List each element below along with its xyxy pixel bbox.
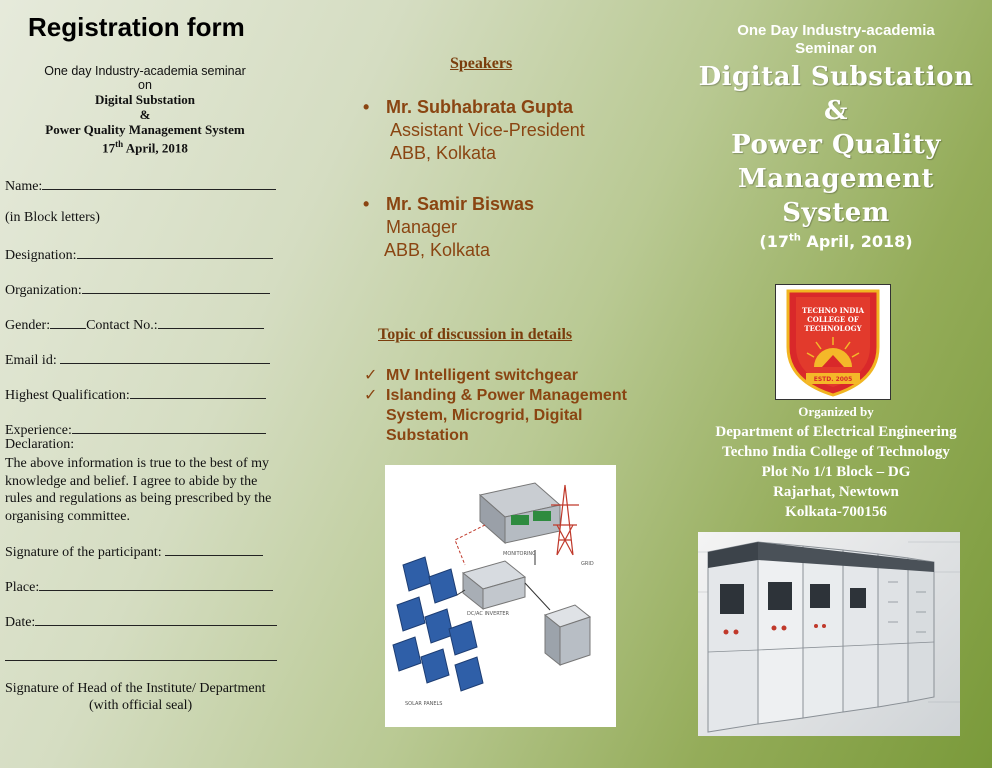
- check-icon: ✓: [364, 387, 378, 404]
- svg-text:ESTD. 2005: ESTD. 2005: [813, 376, 853, 383]
- topics-heading: Topic of discussion in details: [378, 326, 573, 343]
- block-letters-note: (in Block letters): [5, 210, 100, 225]
- organizer-info: Organized by Department of Electrical Engineering Techno India College of Technology Plot No 1/1 Block – DG Rajarhat, Newtown Kolkata-700156: [715, 404, 957, 520]
- svg-text:TECHNO INDIA: TECHNO INDIA: [801, 306, 865, 315]
- registration-panel: [0, 0, 290, 768]
- bullet-icon: •: [363, 97, 370, 117]
- check-icon: ✓: [364, 367, 378, 384]
- organization-field[interactable]: Organization:: [5, 280, 270, 299]
- head-signature-line[interactable]: [5, 647, 277, 666]
- topic-1: ✓ MV Intelligent switchgear: [364, 367, 579, 384]
- speaker-1: • Mr. Subhabrata Gupta Assistant Vice-President ABB, Kolkata: [363, 97, 585, 163]
- experience-field[interactable]: Experience:: [5, 420, 266, 439]
- declaration-title: Declaration:: [5, 437, 75, 452]
- name-field[interactable]: Name:: [5, 176, 276, 195]
- inverter-label: DC/AC INVERTER: [467, 611, 510, 617]
- svg-text:TECHNOLOGY: TECHNOLOGY: [804, 324, 862, 333]
- seminar-date: (17th April, 2018): [759, 232, 913, 251]
- microgrid-diagram: [385, 465, 616, 727]
- registration-date: 17th April, 2018: [102, 139, 188, 156]
- date-field[interactable]: Date:: [5, 612, 277, 631]
- switchgear-image: [698, 532, 960, 736]
- grid-label: GRID: [581, 561, 594, 567]
- seminar-intro: One Day Industry-academia Seminar on: [737, 22, 935, 57]
- building-icon: [545, 605, 590, 665]
- registration-subtitle: One day Industry-academia seminar on: [44, 64, 246, 92]
- declaration-text: The above information is true to the best of my knowledge and belief. I agree to abide by the rules and regulations as being prescribed by the organising committee.: [5, 456, 272, 524]
- participant-signature-field[interactable]: Signature of the participant:: [5, 542, 263, 561]
- inverter-device: [463, 561, 525, 609]
- registration-title: Registration form: [28, 12, 245, 42]
- head-signature-label: Signature of Head of the Institute/ Department (with official seal): [5, 681, 266, 713]
- college-crest: [776, 285, 890, 399]
- topic-2: ✓ Islanding & Power Management System, Microgrid, Digital Substation: [364, 387, 627, 444]
- svg-text:COLLEGE OF: COLLEGE OF: [807, 315, 859, 324]
- bullet-icon: •: [363, 194, 370, 214]
- speakers-heading: Speakers: [450, 55, 513, 72]
- monitor-label: MONITORING: [503, 551, 537, 557]
- speakers-panel: [345, 0, 645, 768]
- seminar-title: Digital Substation & Power Quality Management System: [698, 62, 974, 228]
- designation-field[interactable]: Designation:: [5, 245, 273, 264]
- solar-label: SOLAR PANELS: [405, 701, 443, 707]
- place-field[interactable]: Place:: [5, 577, 273, 596]
- email-field[interactable]: Email id:: [5, 350, 270, 369]
- college-logo: [775, 284, 891, 400]
- qualification-field[interactable]: Highest Qualification:: [5, 385, 266, 404]
- seminar-info-panel: [680, 0, 992, 768]
- speaker-2: • Mr. Samir Biswas Manager ABB, Kolkata: [363, 194, 535, 260]
- switchgear-panels: [698, 532, 960, 736]
- gender-contact-field[interactable]: Gender: Contact No.:: [5, 315, 264, 334]
- monitoring-device: [480, 483, 560, 543]
- microgrid-diagram-image: [385, 465, 616, 727]
- registration-seminar-title: Digital Substation & Power Quality Management System 17th April, 2018: [0, 92, 290, 155]
